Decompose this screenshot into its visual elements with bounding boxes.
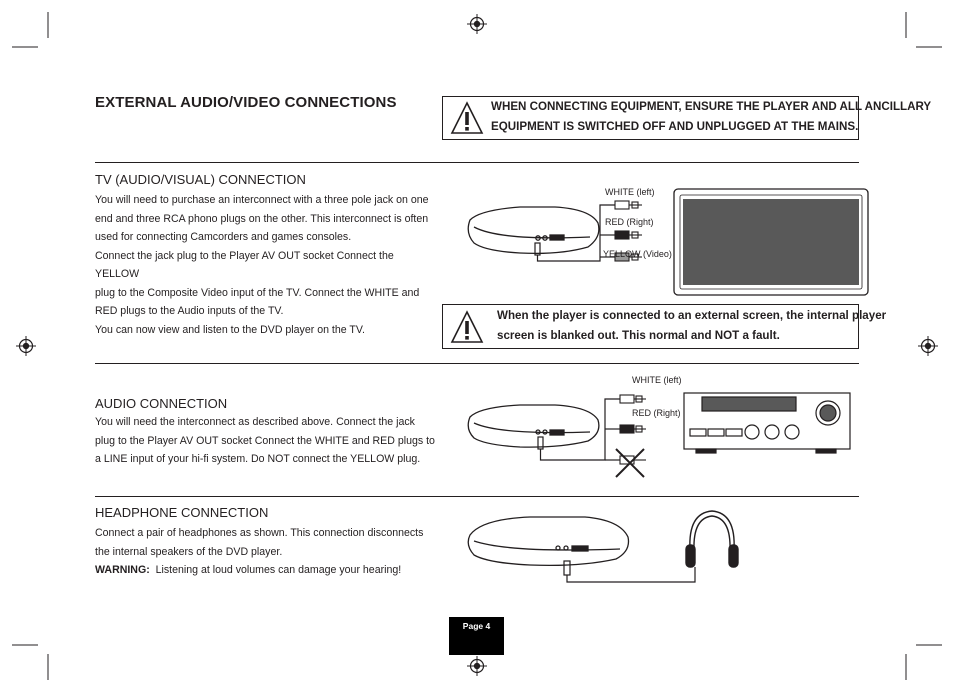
- dvd-player-icon: [468, 207, 599, 253]
- warning-label: WARNING:: [95, 564, 150, 576]
- registration-mark-icon: [467, 656, 487, 676]
- text-line: used for connecting Camcorders and games consoles.: [95, 231, 352, 243]
- text-line: Connect a pair of headphones as shown. This connection disconnects: [95, 527, 424, 539]
- warning-text-top: [491, 97, 931, 136]
- warning-line: screen is blanked out. This normal and NOT a fault.: [497, 328, 780, 342]
- warning-triangle-icon: [450, 101, 484, 135]
- text-line: plug to the Player AV OUT socket Connect the WHITE and RED plugs to: [95, 434, 435, 447]
- page-number: Page 4: [449, 617, 504, 655]
- label-yellow: YELLOW (Video): [603, 249, 672, 259]
- stereo-amplifier-icon: [684, 393, 850, 453]
- tv-instructions: [95, 191, 435, 339]
- text-line: You can now view and listen to the DVD player on the TV.: [95, 323, 365, 336]
- text-line: You will need to purchase an interconnect with a three pole jack on one: [95, 194, 429, 206]
- warning-box-top: [442, 96, 932, 140]
- warning-line: [95, 561, 435, 580]
- audio-instructions: [95, 413, 435, 469]
- label-white: WHITE (left): [632, 375, 682, 385]
- text-line: end and three RCA phono plugs on the other. This interconnect is often: [95, 212, 429, 225]
- label-red: RED (Right): [605, 217, 654, 227]
- section-divider: [95, 363, 859, 364]
- registration-mark-icon: [467, 14, 487, 34]
- section-divider: [95, 496, 859, 497]
- rca-plug-icon: [620, 395, 646, 464]
- section-heading-headphone: HEADPHONE CONNECTION: [95, 505, 269, 520]
- text-line: You will need the interconnect as described above. Connect the jack: [95, 416, 415, 428]
- headphones-icon: [686, 511, 738, 567]
- label-white: WHITE (left): [605, 187, 655, 197]
- section-divider: [95, 162, 859, 163]
- registration-mark-icon: [918, 336, 938, 356]
- headphone-instructions: [95, 524, 435, 580]
- text-line: Connect the jack plug to the Player AV OUT socket Connect the YELLOW: [95, 249, 394, 280]
- warning-box-screen: [442, 304, 887, 349]
- text-line: a LINE input of your hi-fi system. Do NOT connect the YELLOW plug.: [95, 453, 421, 465]
- audio-connection-diagram: [460, 385, 860, 485]
- text-line: plug to the Composite Video input of the TV. Connect the WHITE and: [95, 286, 420, 299]
- page-title: EXTERNAL AUDIO/VIDEO CONNECTIONS: [95, 94, 397, 111]
- text-line: the internal speakers of the DVD player.: [95, 545, 283, 558]
- text-line: RED plugs to the Audio inputs of the TV.: [95, 305, 284, 317]
- warning-triangle-icon: [450, 310, 484, 344]
- section-heading-audio: AUDIO CONNECTION: [95, 396, 228, 411]
- tv-connection-diagram: [460, 185, 870, 300]
- dvd-player-icon: [468, 517, 628, 565]
- section-heading-tv: TV (AUDIO/VISUAL) CONNECTION: [95, 172, 306, 187]
- dvd-player-icon: [468, 405, 599, 447]
- tv-icon: [674, 189, 868, 295]
- warning-line: EQUIPMENT IS SWITCHED OFF AND UNPLUGGED AT THE MAINS.: [491, 119, 859, 133]
- label-red: RED (Right): [632, 408, 681, 418]
- warning-line: When the player is connected to an external screen, the internal player: [497, 309, 887, 322]
- headphone-connection-diagram: [460, 505, 760, 590]
- registration-mark-icon: [16, 336, 36, 356]
- warning-text: Listening at loud volumes can damage your hearing!: [155, 564, 402, 576]
- warning-line: WHEN CONNECTING EQUIPMENT, ENSURE THE PLAYER AND ALL ANCILLARY: [491, 100, 932, 113]
- warning-text-screen: [497, 306, 886, 345]
